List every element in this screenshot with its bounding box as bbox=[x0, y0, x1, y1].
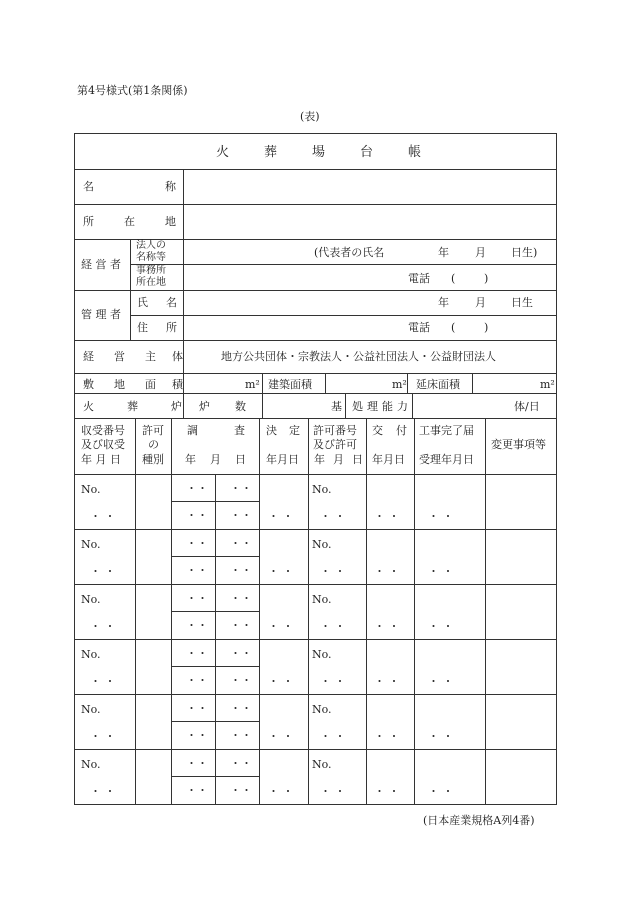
issue-date-dots: ・ ・ bbox=[374, 620, 400, 633]
grid-line bbox=[325, 373, 326, 393]
issue-header: 付 bbox=[396, 424, 407, 437]
grid-line bbox=[412, 393, 413, 418]
survey-dots: ・・ bbox=[230, 729, 252, 742]
grid-line bbox=[74, 169, 556, 170]
office-label: 所在地 bbox=[136, 277, 166, 288]
site-area-label: 面 bbox=[145, 378, 156, 391]
completion-date-dots: ・ ・ bbox=[428, 510, 454, 523]
unit-per-day: 体/日 bbox=[514, 400, 540, 413]
survey-dots: ・・ bbox=[186, 647, 208, 660]
column-divider bbox=[135, 418, 136, 805]
grid-line bbox=[130, 264, 556, 265]
manager-label: 管 理 者 bbox=[81, 308, 121, 321]
grid-line bbox=[74, 373, 556, 374]
paper-size-footer: (日本産業規格A列4番) bbox=[423, 814, 535, 827]
name-label: 名 bbox=[83, 180, 94, 193]
permit-type-header: の bbox=[148, 438, 159, 451]
unit-m2: m² bbox=[540, 378, 555, 391]
column-divider bbox=[414, 418, 415, 805]
survey-date-header: 月 bbox=[210, 453, 221, 466]
completion-date-dots: ・ ・ bbox=[428, 620, 454, 633]
office-label: 事務所 bbox=[136, 265, 166, 276]
table-left-border bbox=[74, 133, 75, 805]
survey-dots: ・・ bbox=[186, 729, 208, 742]
grid-line bbox=[183, 393, 184, 418]
survey-dots: ・・ bbox=[230, 592, 252, 605]
building-area-label: 建築面積 bbox=[268, 378, 312, 391]
capacity-label: 処 bbox=[352, 400, 363, 413]
survey-dots: ・・ bbox=[230, 482, 252, 495]
grid-line bbox=[183, 373, 184, 393]
issue-header: 交 bbox=[372, 424, 383, 437]
permit-date-dots: ・ ・ bbox=[320, 785, 346, 798]
management-body-label: 主 bbox=[145, 350, 156, 363]
receipt-header: 年 月 日 bbox=[81, 453, 121, 466]
permit-no-header: 許可番号 bbox=[313, 424, 357, 437]
paren-open: ( bbox=[451, 321, 456, 334]
furnace-count-label: 炉 bbox=[199, 400, 210, 413]
receipt-no-label: No. bbox=[81, 648, 101, 661]
phone-label: 電話 bbox=[408, 272, 430, 285]
permit-date-dots: ・ ・ bbox=[320, 620, 346, 633]
record-row-border bbox=[74, 804, 556, 805]
survey-dots: ・・ bbox=[186, 564, 208, 577]
paren-close: ) bbox=[484, 321, 489, 334]
permit-no-label: No. bbox=[312, 758, 332, 771]
site-area-label: 地 bbox=[114, 378, 125, 391]
issue-date-dots: ・ ・ bbox=[374, 730, 400, 743]
side-label: (表) bbox=[300, 110, 320, 123]
capacity-label: 能 bbox=[382, 400, 393, 413]
receipt-no-label: No. bbox=[81, 483, 101, 496]
survey-half-line bbox=[171, 776, 259, 777]
site-area-label: 積 bbox=[172, 378, 183, 391]
phone-label: 電話 bbox=[408, 321, 430, 334]
survey-dots: ・・ bbox=[230, 784, 252, 797]
permit-no-label: No. bbox=[312, 703, 332, 716]
permit-date-dots: ・ ・ bbox=[320, 565, 346, 578]
survey-dots: ・・ bbox=[186, 592, 208, 605]
manager-address-label: 住 bbox=[137, 321, 148, 334]
decision-date-dots: ・ ・ bbox=[268, 510, 294, 523]
decision-date-dots: ・ ・ bbox=[268, 620, 294, 633]
grid-line bbox=[74, 204, 556, 205]
floor-area-label: 延床面積 bbox=[416, 378, 460, 391]
survey-date-header: 日 bbox=[235, 453, 246, 466]
table-right-border bbox=[556, 133, 557, 805]
year-label: 年 bbox=[438, 296, 449, 309]
management-body-label: 体 bbox=[172, 350, 183, 363]
decision-header: 定 bbox=[289, 424, 300, 437]
receipt-no-label: No. bbox=[81, 593, 101, 606]
capacity-label: 力 bbox=[397, 400, 408, 413]
form-number-label: 第4号様式(第1条関係) bbox=[77, 84, 188, 97]
column-divider bbox=[308, 418, 309, 805]
day-label: 日生) bbox=[511, 246, 538, 259]
survey-half-line bbox=[171, 611, 259, 612]
ledger-title-char: 火 bbox=[216, 145, 230, 160]
capacity-label: 理 bbox=[367, 400, 378, 413]
representative-name-label: (代表者の氏名 bbox=[314, 246, 385, 259]
grid-line bbox=[407, 373, 408, 393]
location-label: 地 bbox=[165, 215, 176, 228]
operator-label: 経 営 者 bbox=[81, 258, 121, 271]
completion-date-dots: ・ ・ bbox=[428, 675, 454, 688]
grid-line bbox=[472, 373, 473, 393]
permit-no-label: No. bbox=[312, 593, 332, 606]
grid-line bbox=[345, 393, 346, 418]
corp-name-label: 名称等 bbox=[136, 252, 166, 263]
completion-date-dots: ・ ・ bbox=[428, 565, 454, 578]
grid-line bbox=[262, 373, 263, 418]
management-body-value: 地方公共団体・宗教法人・公益社団法人・公益財団法人 bbox=[221, 350, 496, 363]
name-label: 称 bbox=[165, 180, 176, 193]
unit-m2: m² bbox=[392, 378, 407, 391]
record-row-border bbox=[74, 694, 556, 695]
survey-dots: ・・ bbox=[186, 619, 208, 632]
receipt-date-dots: ・ ・ bbox=[90, 565, 116, 578]
paren-open: ( bbox=[451, 272, 456, 285]
issue-date-header: 年月日 bbox=[372, 453, 405, 466]
permit-no-header: 及び許可 bbox=[313, 438, 357, 451]
ledger-title-char: 帳 bbox=[408, 145, 422, 160]
survey-dots: ・・ bbox=[230, 537, 252, 550]
receipt-date-dots: ・ ・ bbox=[90, 620, 116, 633]
survey-half-line bbox=[171, 556, 259, 557]
permit-no-label: No. bbox=[312, 483, 332, 496]
issue-date-dots: ・ ・ bbox=[374, 565, 400, 578]
corp-name-label: 法人の bbox=[136, 240, 166, 251]
completion-date-dots: ・ ・ bbox=[428, 730, 454, 743]
column-divider bbox=[259, 418, 260, 805]
changes-header: 変更事項等 bbox=[491, 438, 546, 451]
grid-line bbox=[74, 393, 556, 394]
survey-dots: ・・ bbox=[230, 702, 252, 715]
record-row-border bbox=[74, 584, 556, 585]
survey-header: 査 bbox=[234, 424, 245, 437]
site-area-label: 敷 bbox=[83, 378, 94, 391]
manager-name-label: 氏 bbox=[137, 296, 148, 309]
manager-name-label: 名 bbox=[166, 296, 177, 309]
ledger-title-char: 台 bbox=[360, 145, 374, 160]
issue-date-dots: ・ ・ bbox=[374, 510, 400, 523]
issue-date-dots: ・ ・ bbox=[374, 675, 400, 688]
year-label: 年 bbox=[438, 246, 449, 259]
completion-header: 工事完了届 bbox=[419, 424, 474, 437]
furnace-count-label: 数 bbox=[235, 400, 246, 413]
ledger-title-char: 葬 bbox=[264, 145, 278, 160]
management-body-label: 営 bbox=[114, 350, 125, 363]
survey-dots: ・・ bbox=[186, 674, 208, 687]
decision-date-dots: ・ ・ bbox=[268, 675, 294, 688]
survey-dots: ・・ bbox=[230, 564, 252, 577]
birth-day-label: 日生 bbox=[511, 296, 533, 309]
decision-date-header: 年月日 bbox=[266, 453, 299, 466]
receipt-no-label: No. bbox=[81, 703, 101, 716]
unit-m2: m² bbox=[245, 378, 260, 391]
month-label: 月 bbox=[475, 296, 486, 309]
receipt-header: 及び収受 bbox=[81, 438, 125, 451]
permit-type-header: 許可 bbox=[142, 424, 164, 437]
grid-line bbox=[74, 418, 556, 419]
completion-date-header: 受理年月日 bbox=[419, 453, 474, 466]
paren-close: ) bbox=[484, 272, 489, 285]
record-row-border bbox=[74, 529, 556, 530]
receipt-date-dots: ・ ・ bbox=[90, 730, 116, 743]
survey-dots: ・・ bbox=[186, 757, 208, 770]
survey-dots: ・・ bbox=[186, 702, 208, 715]
management-body-label: 経 bbox=[83, 350, 94, 363]
furnace-label: 葬 bbox=[127, 400, 138, 413]
ledger-title-char: 場 bbox=[312, 145, 326, 160]
survey-dots: ・・ bbox=[230, 674, 252, 687]
survey-half-line bbox=[171, 721, 259, 722]
survey-dots: ・・ bbox=[186, 784, 208, 797]
permit-no-label: No. bbox=[312, 648, 332, 661]
receipt-date-dots: ・ ・ bbox=[90, 510, 116, 523]
issue-date-dots: ・ ・ bbox=[374, 785, 400, 798]
grid-line bbox=[130, 315, 556, 316]
survey-dots: ・・ bbox=[186, 509, 208, 522]
permit-date-header: 月 bbox=[333, 453, 344, 466]
unit-ki: 基 bbox=[331, 400, 342, 413]
survey-date-header: 年 bbox=[185, 453, 196, 466]
decision-date-dots: ・ ・ bbox=[268, 730, 294, 743]
month-label: 月 bbox=[475, 246, 486, 259]
grid-line bbox=[74, 290, 556, 291]
location-label: 在 bbox=[124, 215, 135, 228]
survey-dots: ・・ bbox=[230, 647, 252, 660]
table-top-border bbox=[74, 133, 556, 134]
permit-no-label: No. bbox=[312, 538, 332, 551]
decision-date-dots: ・ ・ bbox=[268, 565, 294, 578]
survey-dots: ・・ bbox=[186, 482, 208, 495]
survey-header: 調 bbox=[187, 424, 198, 437]
label-column-divider bbox=[183, 169, 184, 373]
completion-date-dots: ・ ・ bbox=[428, 785, 454, 798]
receipt-header: 収受番号 bbox=[81, 424, 125, 437]
permit-date-dots: ・ ・ bbox=[320, 675, 346, 688]
record-row-border bbox=[74, 639, 556, 640]
decision-header: 決 bbox=[266, 424, 277, 437]
permit-type-header: 種別 bbox=[142, 453, 164, 466]
permit-date-header: 年 bbox=[314, 453, 325, 466]
grid-line bbox=[74, 474, 556, 475]
furnace-label: 炉 bbox=[171, 400, 182, 413]
survey-dots: ・・ bbox=[230, 619, 252, 632]
survey-half-line bbox=[171, 666, 259, 667]
permit-date-header: 日 bbox=[352, 453, 363, 466]
grid-line bbox=[74, 340, 556, 341]
survey-dots: ・・ bbox=[186, 537, 208, 550]
receipt-no-label: No. bbox=[81, 538, 101, 551]
furnace-label: 火 bbox=[83, 400, 94, 413]
column-divider bbox=[485, 418, 486, 805]
receipt-date-dots: ・ ・ bbox=[90, 675, 116, 688]
manager-address-label: 所 bbox=[166, 321, 177, 334]
survey-dots: ・・ bbox=[230, 757, 252, 770]
permit-date-dots: ・ ・ bbox=[320, 730, 346, 743]
survey-dots: ・・ bbox=[230, 509, 252, 522]
column-divider bbox=[366, 418, 367, 805]
location-label: 所 bbox=[83, 215, 94, 228]
permit-date-dots: ・ ・ bbox=[320, 510, 346, 523]
decision-date-dots: ・ ・ bbox=[268, 785, 294, 798]
receipt-date-dots: ・ ・ bbox=[90, 785, 116, 798]
receipt-no-label: No. bbox=[81, 758, 101, 771]
survey-half-line bbox=[171, 501, 259, 502]
record-row-border bbox=[74, 749, 556, 750]
